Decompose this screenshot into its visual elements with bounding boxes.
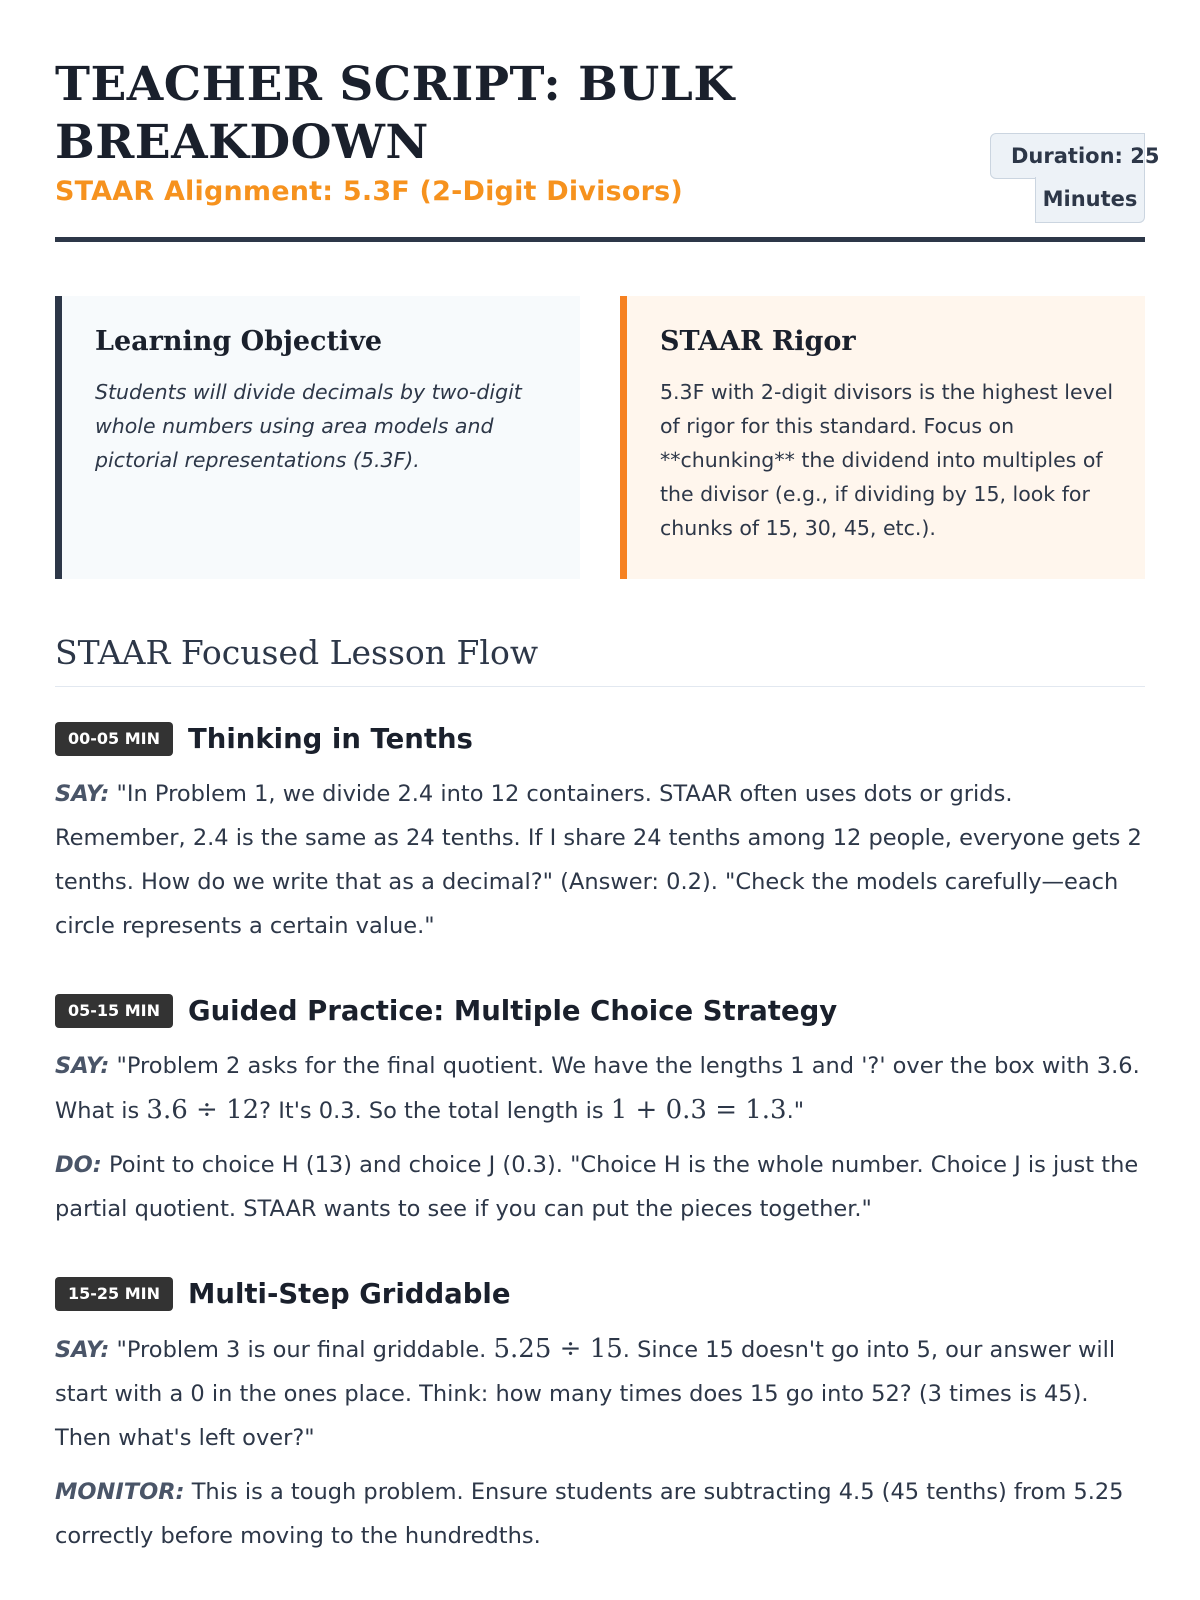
step-title: Guided Practice: Multiple Choice Strategy: [188, 995, 838, 1027]
staar-alignment-subtitle: STAAR Alignment: 5.3F (2-Digit Divisors): [55, 176, 683, 207]
monitor-label: MONITOR:: [55, 1479, 185, 1505]
duration-line-2: Minutes: [1035, 177, 1145, 223]
staar-rigor-card: [620, 296, 1145, 579]
math-expression: 5.25 ÷ 15: [493, 1334, 623, 1364]
say-text-part-a: "Problem 2 asks for the final quotient. We have the lengths 1 and '?' over the box with 3.6. What is: [55, 1053, 1140, 1124]
duration-line-1: Duration: 25: [990, 133, 1145, 179]
page-header: [55, 56, 1160, 242]
say-label: SAY:: [55, 1337, 110, 1363]
info-cards: [55, 296, 1145, 579]
do-label: DO:: [55, 1152, 102, 1178]
learning-objective-card: [55, 296, 580, 579]
learning-objective-text: Students will divide decimals by two-digit whole numbers using area models and pictorial representations (5.3F).: [95, 380, 522, 472]
do-paragraph: [55, 1143, 1145, 1231]
say-text: "In Problem 1, we divide 2.4 into 12 containers. STAAR often uses dots or grids. Remember, 2.4 is the same as 24 tenths. If I share 24 tenths among 12 people, everyone gets 2 tenths. How do we write that as a decimal?" (Answer: 0.2). "Check the models carefully—each circle represents a certain value.": [55, 781, 1142, 939]
monitor-text: This is a tough problem. Ensure students are subtracting 4.5 (45 tenths) from 5.25 correctly before moving to the hundredths.: [55, 1479, 1124, 1549]
say-text-part-b: ? It's 0.3. So the total length is: [259, 1098, 611, 1124]
say-paragraph: [55, 772, 1145, 948]
lesson-step-1: [55, 720, 1145, 948]
time-badge: 00-05 MIN: [55, 722, 173, 756]
math-expression: 3.6 ÷ 12: [146, 1095, 260, 1125]
math-expression: 1 + 0.3 = 1.3: [610, 1095, 787, 1125]
say-text-part-b: . Since 15 doesn't go into 5, our answer will start with a 0 in the ones place. Think: how many times does 15 go into 52? (3 times is 45). Then what's left over?": [55, 1337, 1116, 1451]
staar-rigor-text: 5.3F with 2-digit divisors is the highest level of rigor for this standard. Focus on **chunking** the dividend into multiples of the divisor (e.g., if dividing by 15, look for chunks of 15, 30, 45, etc.).: [660, 380, 1114, 540]
staar-rigor-heading: STAAR Rigor: [660, 326, 856, 357]
say-paragraph: [55, 1327, 1145, 1460]
say-label: SAY:: [55, 781, 110, 807]
say-text-part-a: "Problem 3 is our final griddable.: [116, 1337, 494, 1363]
step-title: Thinking in Tenths: [188, 723, 473, 755]
do-text: Point to choice H (13) and choice J (0.3). "Choice H is the whole number. Choice J is just the partial quotient. STAAR wants to see if you can put the pieces together.": [55, 1152, 1139, 1222]
time-badge: 15-25 MIN: [55, 1277, 173, 1311]
lesson-step-3: [55, 1275, 1145, 1558]
monitor-paragraph: [55, 1470, 1145, 1558]
step-title: Multi-Step Griddable: [188, 1278, 511, 1310]
step-header: [55, 1275, 1145, 1313]
say-paragraph: [55, 1044, 1145, 1133]
say-text-part-c: .": [786, 1098, 805, 1124]
step-header: [55, 992, 1145, 1030]
duration-badge: [990, 133, 1160, 220]
lesson-step-2: [55, 992, 1145, 1231]
page-title: TEACHER SCRIPT: BULK BREAKDOWN: [55, 57, 735, 170]
step-header: [55, 720, 1145, 758]
say-label: SAY:: [55, 1053, 110, 1079]
learning-objective-heading: Learning Objective: [95, 326, 383, 357]
time-badge: 05-15 MIN: [55, 994, 173, 1028]
lesson-flow-title: STAAR Focused Lesson Flow: [55, 633, 1145, 687]
